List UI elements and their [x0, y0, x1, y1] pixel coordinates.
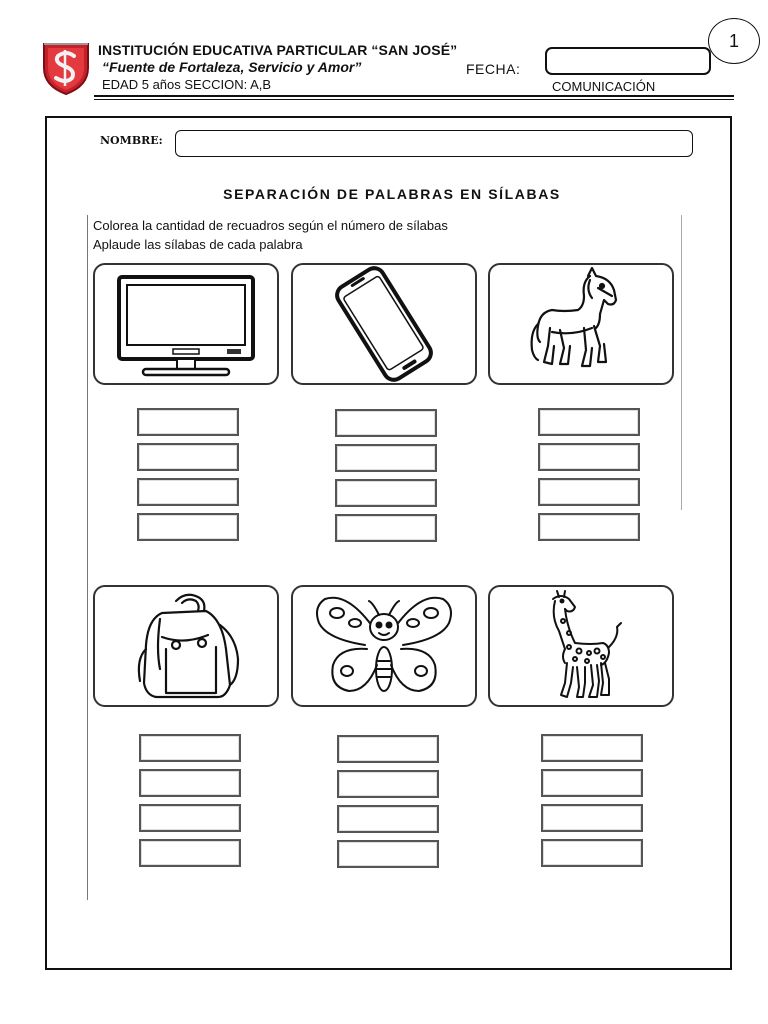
date-label: FECHA:: [466, 61, 521, 77]
picture-card-horse: [488, 263, 674, 385]
syllable-box[interactable]: [337, 805, 439, 833]
age-section-info: EDAD 5 años SECCION: A,B: [102, 77, 272, 92]
picture-card-butterfly: [291, 585, 477, 707]
picture-card-backpack: [93, 585, 279, 707]
school-name: INSTITUCIÓN EDUCATIVA PARTICULAR “SAN JOSÉ”: [98, 42, 458, 58]
syllable-box[interactable]: [538, 513, 640, 541]
syllable-box[interactable]: [337, 770, 439, 798]
horse-icon: [526, 266, 636, 382]
picture-card-cellphone: [291, 263, 477, 385]
syllable-box[interactable]: [139, 734, 241, 762]
cellphone-icon: [324, 266, 444, 382]
syllable-box[interactable]: [335, 444, 437, 472]
syllable-box[interactable]: [137, 443, 239, 471]
syllable-box[interactable]: [337, 840, 439, 868]
syllable-box[interactable]: [538, 408, 640, 436]
date-field[interactable]: [545, 47, 711, 75]
syllable-box[interactable]: [139, 839, 241, 867]
syllable-box[interactable]: [541, 839, 643, 867]
school-motto: “Fuente de Fortaleza, Servicio y Amor”: [102, 59, 362, 75]
name-label: NOMBRE:: [100, 134, 163, 147]
syllable-box[interactable]: [335, 479, 437, 507]
syllable-box[interactable]: [538, 443, 640, 471]
name-field[interactable]: [175, 130, 693, 157]
syllable-box[interactable]: [139, 769, 241, 797]
syllable-box[interactable]: [337, 735, 439, 763]
instruction-line-1: Colorea la cantidad de recuadros según el número de sílabas: [93, 218, 448, 233]
worksheet-title: SEPARACIÓN DE PALABRAS EN SÍLABAS: [223, 186, 561, 202]
school-crest-icon: [38, 38, 94, 96]
syllable-box[interactable]: [335, 409, 437, 437]
margin-line-left: [87, 215, 88, 900]
butterfly-icon: [309, 589, 459, 703]
television-icon: [111, 269, 261, 379]
syllable-box[interactable]: [541, 804, 643, 832]
syllable-box[interactable]: [139, 804, 241, 832]
instruction-line-2: Aplaude las sílabas de cada palabra: [93, 237, 303, 252]
syllable-box[interactable]: [137, 513, 239, 541]
subject-area: COMUNICACIÓN: [552, 79, 656, 94]
backpack-icon: [126, 589, 246, 703]
syllable-box[interactable]: [538, 478, 640, 506]
syllable-box[interactable]: [541, 769, 643, 797]
syllable-box[interactable]: [137, 478, 239, 506]
giraffe-icon: [531, 587, 631, 705]
syllable-box[interactable]: [335, 514, 437, 542]
syllable-box[interactable]: [541, 734, 643, 762]
syllable-box[interactable]: [137, 408, 239, 436]
header-divider-thin: [94, 99, 734, 100]
page-number-badge: [708, 18, 760, 64]
page-number: 1: [728, 30, 739, 51]
picture-card-giraffe: [488, 585, 674, 707]
margin-line-right: [681, 215, 682, 510]
header-divider: [94, 95, 734, 97]
picture-card-television: [93, 263, 279, 385]
